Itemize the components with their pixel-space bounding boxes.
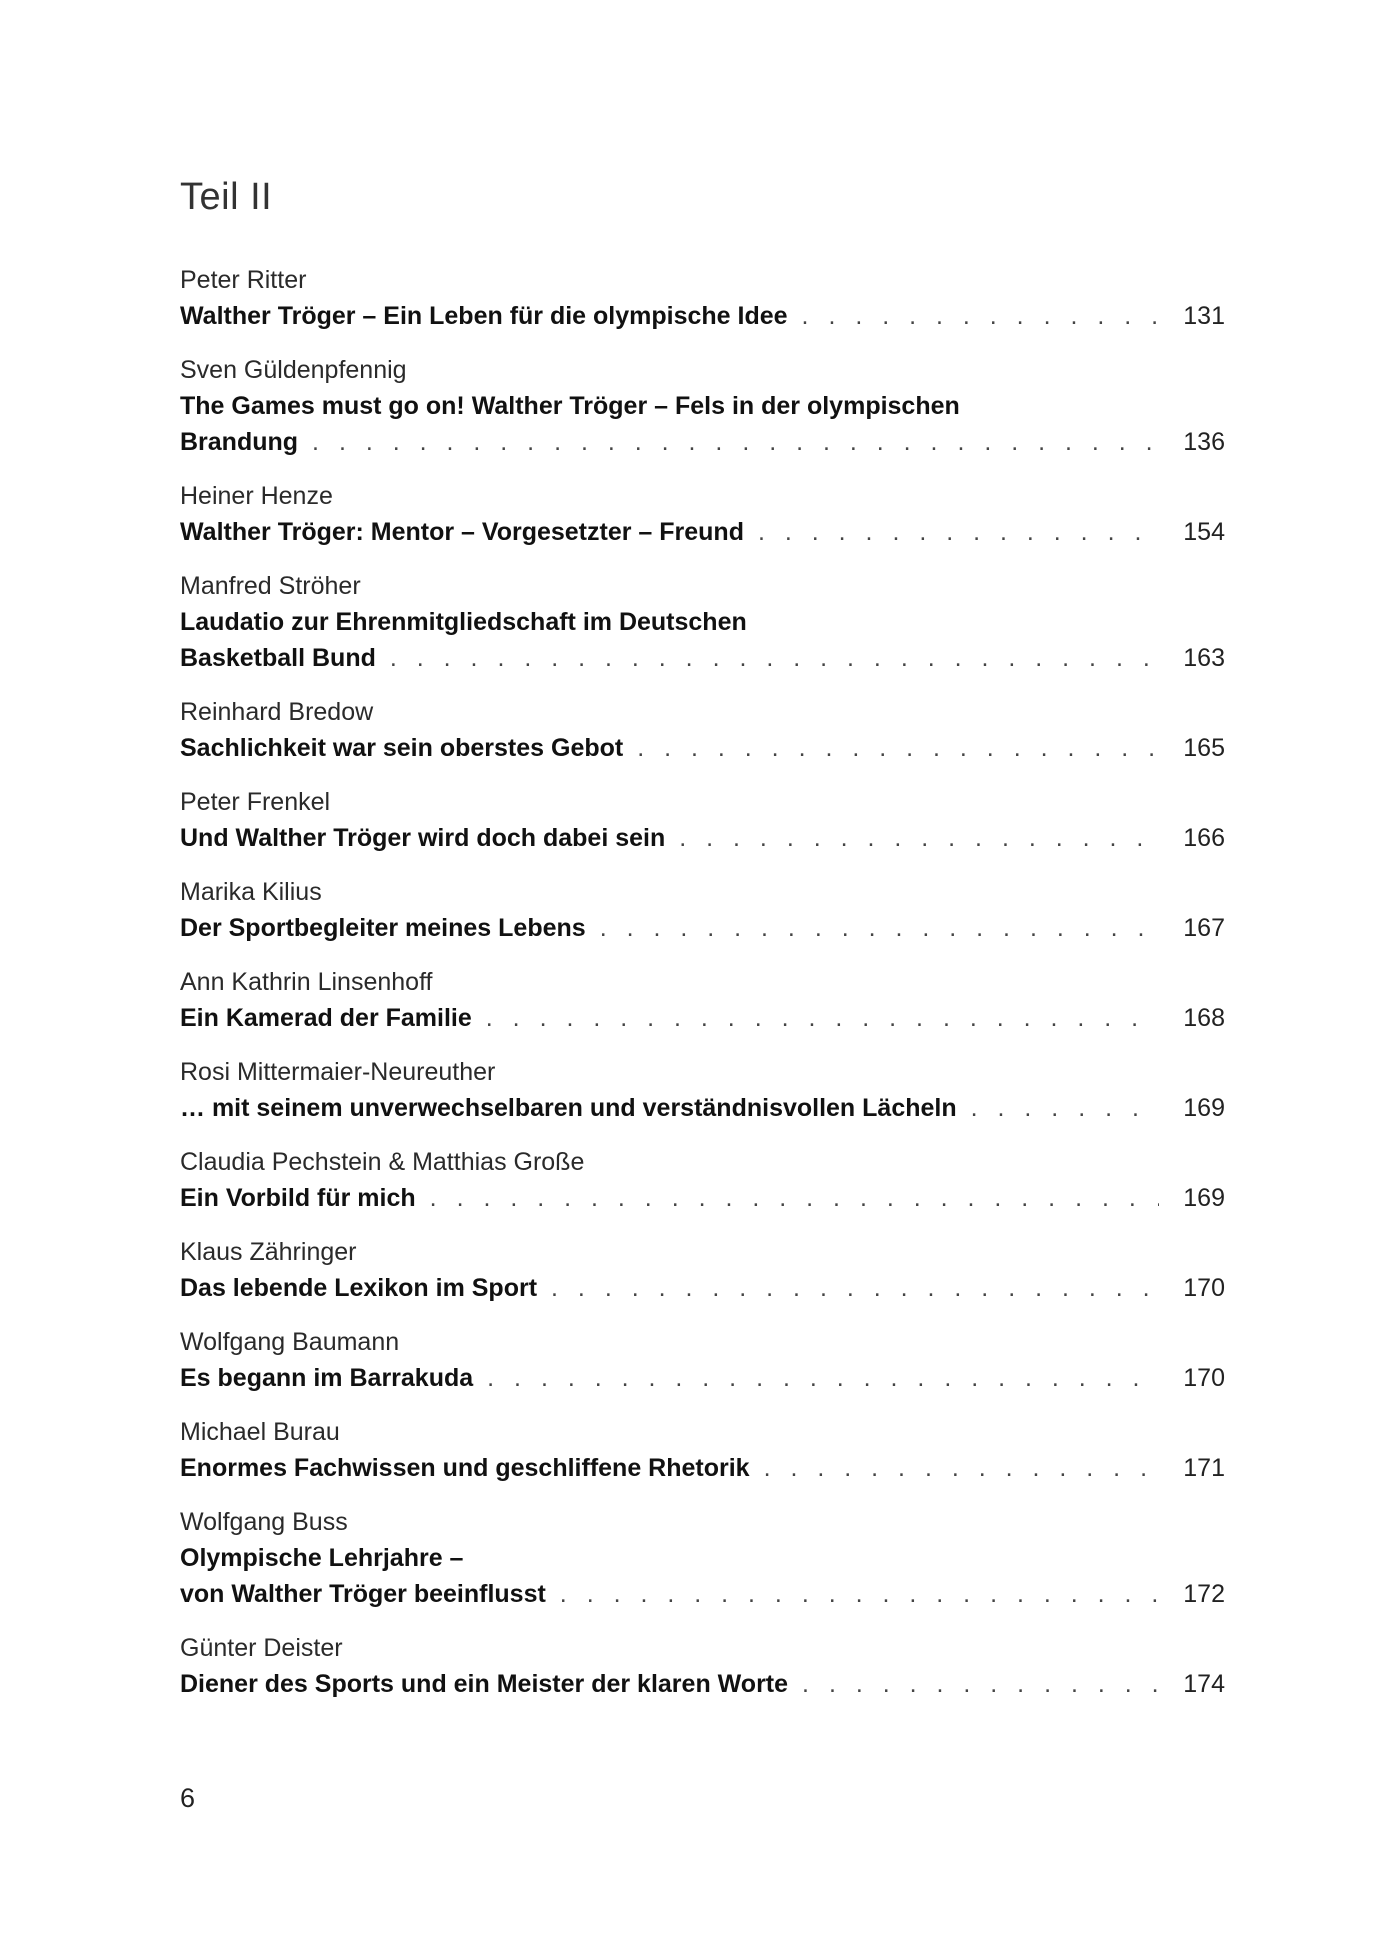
dot-leader [758, 514, 1159, 550]
toc-title-row [180, 1576, 1225, 1612]
toc-page-number: 163 [1183, 644, 1225, 672]
toc-title-row [180, 1270, 1225, 1306]
dot-leader [971, 1090, 1159, 1126]
toc-entry [180, 694, 1225, 766]
toc-author: Sven Güldenpfennig [180, 356, 407, 384]
toc-author: Peter Ritter [180, 266, 307, 294]
dot-leader [600, 910, 1159, 946]
toc-author: Manfred Ströher [180, 572, 361, 600]
toc-entry [180, 568, 1225, 676]
toc-author: Ann Kathrin Linsenhoff [180, 968, 433, 996]
dot-leader [551, 1270, 1159, 1306]
dot-leader [487, 1360, 1159, 1396]
toc-page-number: 169 [1183, 1184, 1225, 1212]
toc-title-line: Enormes Fachwissen und geschliffene Rhetorik [180, 1454, 750, 1482]
toc-page-number: 167 [1183, 914, 1225, 942]
toc-author: Marika Kilius [180, 878, 322, 906]
toc-author: Michael Burau [180, 1418, 340, 1446]
toc-entry [180, 1234, 1225, 1306]
toc-page-number: 169 [1183, 1094, 1225, 1122]
dot-leader [679, 820, 1159, 856]
toc-title-line: Basketball Bund [180, 644, 376, 672]
toc-page-number: 171 [1183, 1454, 1225, 1482]
toc-entry [180, 1630, 1225, 1702]
dot-leader [637, 730, 1159, 766]
toc-title-line: Diener des Sports und ein Meister der klaren Worte [180, 1670, 789, 1698]
table-of-contents [180, 262, 1225, 1720]
toc-page-number: 174 [1183, 1670, 1225, 1698]
toc-entry [180, 1324, 1225, 1396]
toc-entry [180, 784, 1225, 856]
toc-author: Klaus Zähringer [180, 1238, 357, 1266]
toc-title-line: Brandung [180, 428, 299, 456]
toc-entry [180, 478, 1225, 550]
toc-title-line: The Games must go on! Walther Tröger – Fels in der olympischen [180, 392, 960, 420]
toc-title-line: Ein Vorbild für mich [180, 1184, 416, 1212]
toc-author: Günter Deister [180, 1634, 343, 1662]
dot-leader [312, 424, 1159, 460]
toc-entry [180, 1504, 1225, 1612]
toc-author: Claudia Pechstein & Matthias Große [180, 1148, 585, 1176]
toc-page-number: 131 [1183, 302, 1225, 330]
toc-title-row [180, 730, 1225, 766]
dot-leader [560, 1576, 1159, 1612]
toc-title-row [180, 1360, 1225, 1396]
toc-title-line: Walther Tröger: Mentor – Vorgesetzter – Freund [180, 518, 744, 546]
toc-page-number: 170 [1183, 1274, 1225, 1302]
toc-title-row [180, 1450, 1225, 1486]
toc-title-line: Und Walther Tröger wird doch dabei sein [180, 824, 666, 852]
toc-title-line: Sachlichkeit war sein oberstes Gebot [180, 734, 624, 762]
toc-title-row [180, 1090, 1225, 1126]
toc-author: Wolfgang Baumann [180, 1328, 400, 1356]
toc-entry [180, 1054, 1225, 1126]
toc-title-line: Der Sportbegleiter meines Lebens [180, 914, 586, 942]
toc-page-number: 168 [1183, 1004, 1225, 1032]
toc-author: Rosi Mittermaier-Neureuther [180, 1058, 496, 1086]
toc-title-row [180, 298, 1225, 334]
toc-entry [180, 964, 1225, 1036]
toc-title-line: von Walther Tröger beeinflusst [180, 1580, 546, 1608]
toc-title-line: Laudatio zur Ehrenmitgliedschaft im Deutschen [180, 608, 747, 636]
dot-leader [802, 298, 1159, 334]
toc-author: Peter Frenkel [180, 788, 331, 816]
toc-entry [180, 262, 1225, 334]
dot-leader [486, 1000, 1159, 1036]
section-title: Teil II [180, 176, 273, 218]
toc-title-row [180, 1666, 1225, 1702]
toc-title-row [180, 514, 1225, 550]
toc-author: Reinhard Bredow [180, 698, 374, 726]
page-number: 6 [180, 1783, 196, 1813]
toc-title-row [180, 1180, 1225, 1216]
toc-page-number: 166 [1183, 824, 1225, 852]
toc-page-number: 172 [1183, 1580, 1225, 1608]
toc-page-number: 136 [1183, 428, 1225, 456]
toc-author: Heiner Henze [180, 482, 333, 510]
toc-author: Wolfgang Buss [180, 1508, 348, 1536]
toc-title-line: Das lebende Lexikon im Sport [180, 1274, 538, 1302]
toc-title-line: Es begann im Barrakuda [180, 1364, 474, 1392]
toc-title-row [180, 424, 1225, 460]
toc-title-row [180, 640, 1225, 676]
toc-entry [180, 874, 1225, 946]
dot-leader [390, 640, 1159, 676]
dot-leader [430, 1180, 1159, 1216]
toc-page-number: 170 [1183, 1364, 1225, 1392]
toc-title-line: Walther Tröger – Ein Leben für die olympische Idee [180, 302, 788, 330]
dot-leader [764, 1450, 1159, 1486]
toc-title-line: Ein Kamerad der Familie [180, 1004, 472, 1032]
toc-title-row [180, 820, 1225, 856]
dot-leader [802, 1666, 1159, 1702]
toc-entry [180, 1414, 1225, 1486]
toc-title-line: Olympische Lehrjahre – [180, 1544, 464, 1572]
toc-title-row [180, 1000, 1225, 1036]
toc-page-number: 154 [1183, 518, 1225, 546]
toc-title-line: … mit seinem unverwechselbaren und verständnisvollen Lächeln [180, 1094, 957, 1122]
toc-entry [180, 352, 1225, 460]
toc-entry [180, 1144, 1225, 1216]
toc-title-row [180, 910, 1225, 946]
toc-page-number: 165 [1183, 734, 1225, 762]
